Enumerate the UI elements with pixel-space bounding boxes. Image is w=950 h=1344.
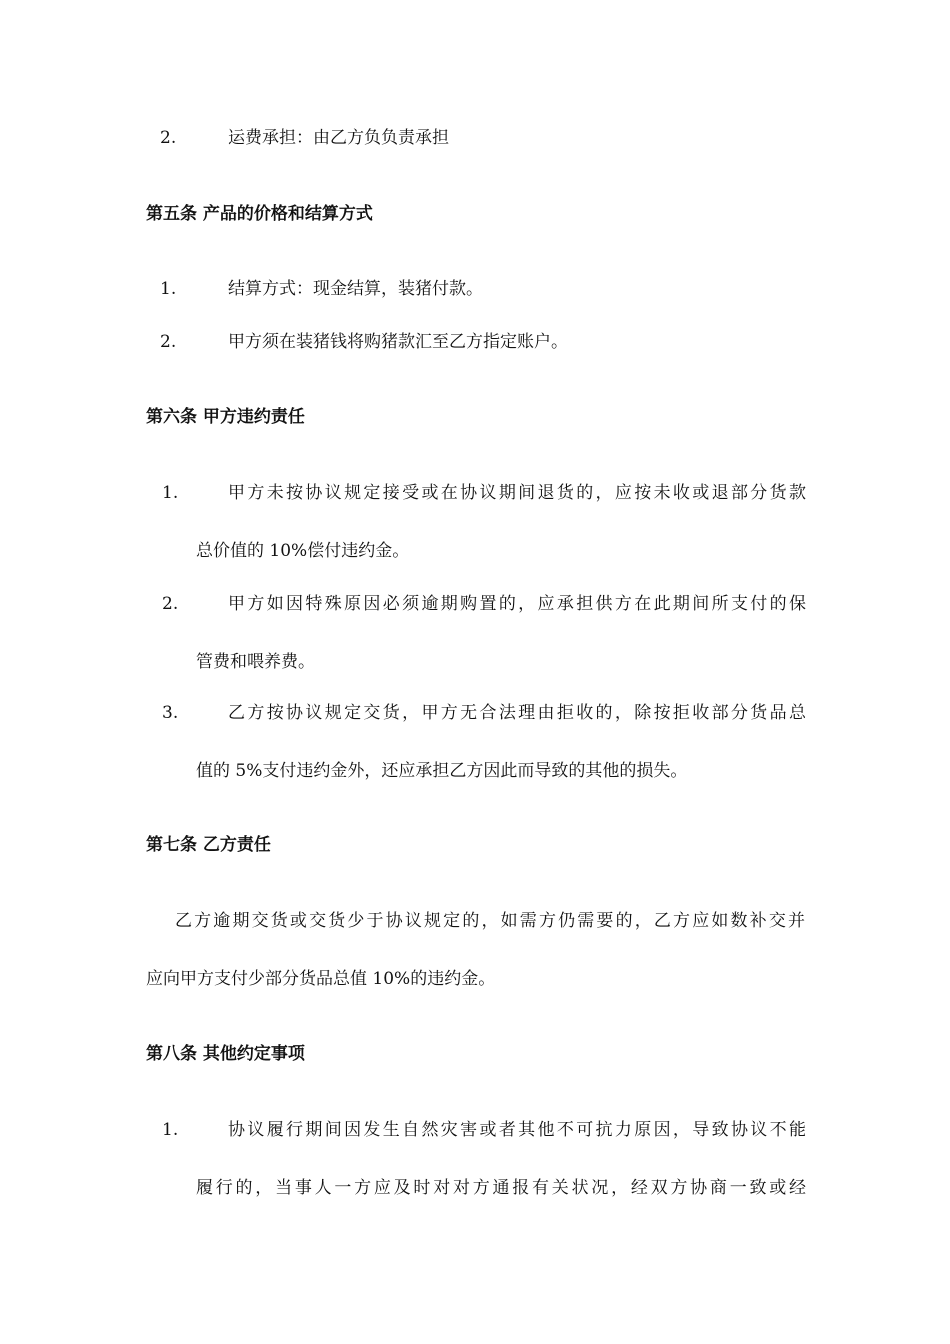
list-number: 2. <box>160 128 177 148</box>
list-item-text-continued: 值的 5%支付违约金外，还应承担乙方因此而导致的其他的损失。 <box>196 761 688 781</box>
section-heading-6: 第六条 甲方违约责任 <box>146 407 305 427</box>
list-item-text: 甲方须在装猪钱将购猪款汇至乙方指定账户。 <box>228 332 568 352</box>
section-heading-8: 第八条 其他约定事项 <box>146 1044 305 1064</box>
list-item-text-continued: 履行的，当事人一方应及时对对方通报有关状况，经双方协商一致或经 <box>196 1178 806 1198</box>
list-item-text: 甲方未按协议规定接受或在协议期间退货的，应按未收或退部分货款 <box>228 483 806 503</box>
list-item-text-continued: 总价值的 10%偿付违约金。 <box>196 541 410 561</box>
list-item-text: 乙方按协议规定交货，甲方无合法理由拒收的，除按拒收部分货品总 <box>228 703 806 723</box>
list-item-text: 甲方如因特殊原因必须逾期购置的，应承担供方在此期间所支付的保 <box>228 594 806 614</box>
paragraph-text: 乙方逾期交货或交货少于协议规定的，如需方仍需要的，乙方应如数补交并 <box>175 911 805 931</box>
list-number: 3. <box>162 703 179 723</box>
section-heading-5: 第五条 产品的价格和结算方式 <box>146 204 373 224</box>
list-number: 1. <box>162 483 179 503</box>
list-number: 2. <box>162 594 179 614</box>
section-heading-7: 第七条 乙方责任 <box>146 835 271 855</box>
list-item-text: 运费承担：由乙方负负责承担 <box>228 128 449 148</box>
list-item-text-continued: 管费和喂养费。 <box>196 652 315 672</box>
list-number: 1. <box>162 1120 179 1140</box>
list-item-text: 结算方式：现金结算，装猪付款。 <box>228 279 483 299</box>
list-number: 2. <box>160 332 177 352</box>
paragraph-text-continued: 应向甲方支付少部分货品总值 10%的违约金。 <box>146 969 496 989</box>
list-item-text: 协议履行期间因发生自然灾害或者其他不可抗力原因，导致协议不能 <box>228 1120 806 1140</box>
list-number: 1. <box>160 279 177 299</box>
